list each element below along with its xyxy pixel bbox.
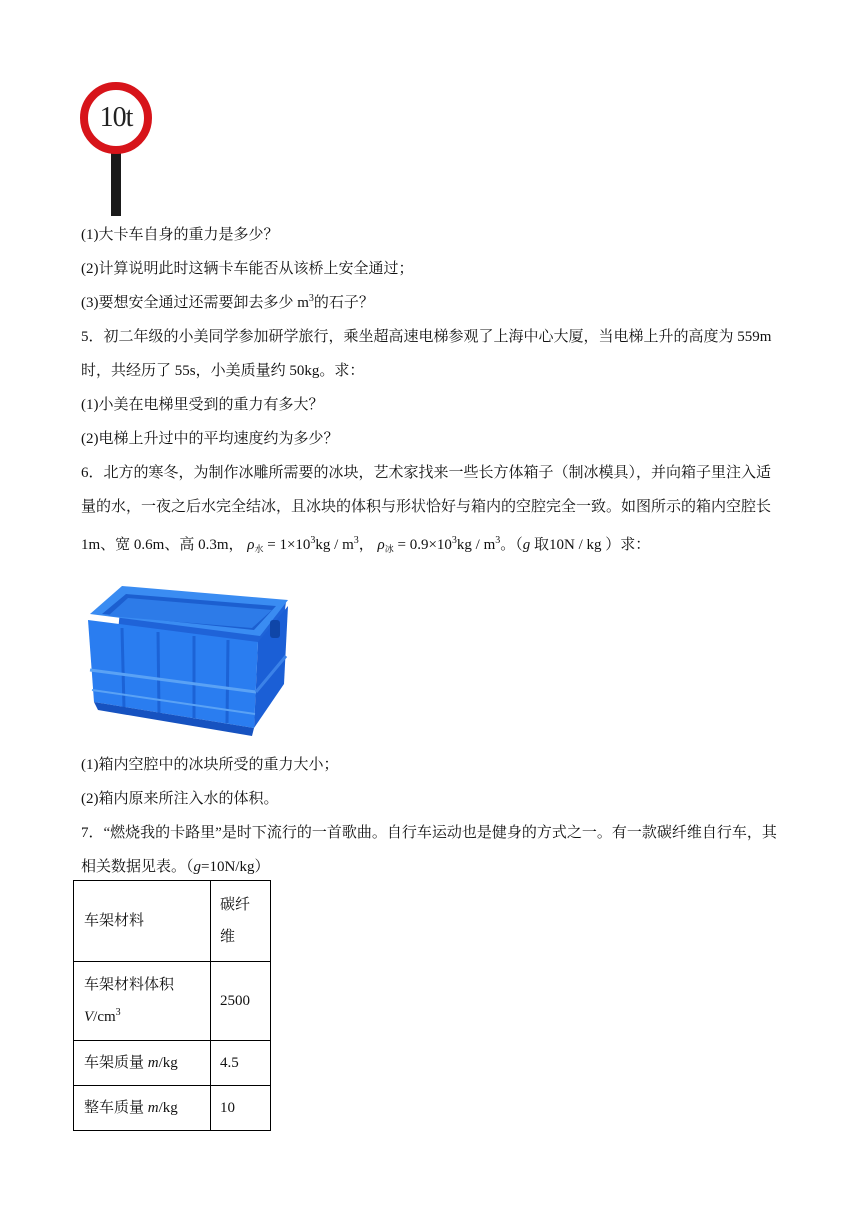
- frame-mass-text: 车架质量: [84, 1055, 148, 1071]
- frame-mass-value: 4.5: [211, 1041, 271, 1086]
- frame-material-value-a: 碳纤: [220, 897, 251, 913]
- frame-volume-value: 2500: [211, 962, 271, 1041]
- frame-mass-label: [74, 1041, 211, 1086]
- q7-g-symbol: g: [193, 859, 202, 875]
- volume-unit-exp: 3: [115, 1007, 121, 1018]
- blue-crate-image: [82, 580, 292, 740]
- rho-water-value: = 1×10: [263, 537, 311, 553]
- frame-volume-label-b: [84, 1001, 200, 1033]
- frame-mass-unit: /kg: [158, 1055, 178, 1071]
- table-row: [74, 1086, 271, 1131]
- q5-line1: 5．初二年级的小美同学参加研学旅行，乘坐超高速电梯参观了上海中心大厦，当电梯上升的高度为 559m: [81, 329, 772, 345]
- q5-part2: (2)电梯上升过中的平均速度约为多少？: [81, 431, 339, 447]
- q6-part1: (1)箱内空腔中的冰块所受的重力大小；: [81, 757, 339, 773]
- q4-part3-text: (3)要想安全通过还需要卸去多少 m: [81, 295, 309, 311]
- bike-mass-symbol: m: [147, 1100, 159, 1116]
- q6-line3: 1m、宽 0.6m、高 0.3m， $\rho_水 = 1\times 10^3kg / m^3$， $\rho_冰 = 0.9\times 10^3kg / m^3$。（g 取10N / kg ）求：: [81, 535, 651, 554]
- rho-water-unit: kg / m: [315, 537, 354, 553]
- rho-ice-sub: 冰: [384, 544, 394, 554]
- bike-data-table: [73, 880, 271, 1131]
- frame-material-value: [211, 881, 271, 962]
- q6-g-symbol: g: [522, 537, 531, 553]
- frame-volume-label-a: 车架材料体积: [84, 977, 175, 993]
- bike-mass-value: 10: [211, 1086, 271, 1131]
- q5-line2: 时，共经历了 55s，小美质量约 50kg。求：: [81, 363, 365, 379]
- table-row: [74, 881, 271, 962]
- rho-ice-exp: 3: [451, 535, 457, 546]
- frame-material-value-b: 维: [220, 929, 236, 945]
- volume-symbol: V: [84, 1009, 94, 1025]
- q7-line2: [81, 857, 269, 877]
- q4-part3-sup: 3: [308, 293, 314, 304]
- rho-water-sub: 水: [254, 544, 264, 554]
- q7-line2-tail: =10N/kg）: [201, 859, 270, 875]
- q4-part3: [81, 293, 374, 313]
- q6-g-open: 。（: [500, 537, 523, 553]
- q4-part2: (2)计算说明此时这辆卡车能否从该桥上安全通过；: [81, 261, 414, 277]
- rho-water-unit-exp: 3: [353, 535, 359, 546]
- bike-mass-label: [74, 1086, 211, 1131]
- table-row: [74, 1041, 271, 1086]
- rho-ice-unit: kg / m: [456, 537, 496, 553]
- frame-mass-symbol: m: [147, 1055, 159, 1071]
- table-row: [74, 962, 271, 1041]
- q4-part1: (1)大卡车自身的重力是多少？: [81, 227, 279, 243]
- rho-ice-value: = 0.9×10: [393, 537, 452, 553]
- rho-water-symbol: ρ: [247, 537, 255, 553]
- sign-disc: [80, 82, 152, 154]
- q6-line2: 量的水，一夜之后水完全结冰，且冰块的体积与形状恰好与箱内的空腔完全一致。如图所示的箱内空腔长: [81, 499, 772, 515]
- bike-mass-text: 整车质量: [84, 1100, 148, 1116]
- sign-text: 10t: [99, 102, 133, 133]
- bike-mass-unit: /kg: [158, 1100, 178, 1116]
- frame-material-label: 车架材料: [74, 881, 211, 962]
- q4-part3-tail: 的石子？: [313, 295, 374, 311]
- rho-ice-unit-exp: 3: [495, 535, 501, 546]
- q5-part1: (1)小美在电梯里受到的重力有多大？: [81, 397, 324, 413]
- q6-dimensions: 1m、宽 0.6m、高 0.3m，: [81, 537, 244, 553]
- q7-line1: 7．“燃烧我的卡路里”是时下流行的一首歌曲。自行车运动也是健身的方式之一。有一款碳纤维自行车，其: [81, 825, 777, 841]
- q6-part2: (2)箱内原来所注入水的体积。: [81, 791, 279, 807]
- weight-limit-sign: [80, 82, 152, 218]
- rho-water-exp: 3: [310, 535, 316, 546]
- rho-ice-symbol: ρ: [377, 537, 385, 553]
- frame-volume-label: [74, 962, 211, 1041]
- q6-g-close: 取10N / kg ）求：: [530, 537, 651, 553]
- q7-line2-text: 相关数据见表。（: [81, 859, 194, 875]
- q6-line1: 6．北方的寒冬，为制作冰雕所需要的冰块，艺术家找来一些长方体箱子（制冰模具），并向箱子里注入适: [81, 465, 772, 481]
- volume-unit: /cm: [93, 1009, 116, 1025]
